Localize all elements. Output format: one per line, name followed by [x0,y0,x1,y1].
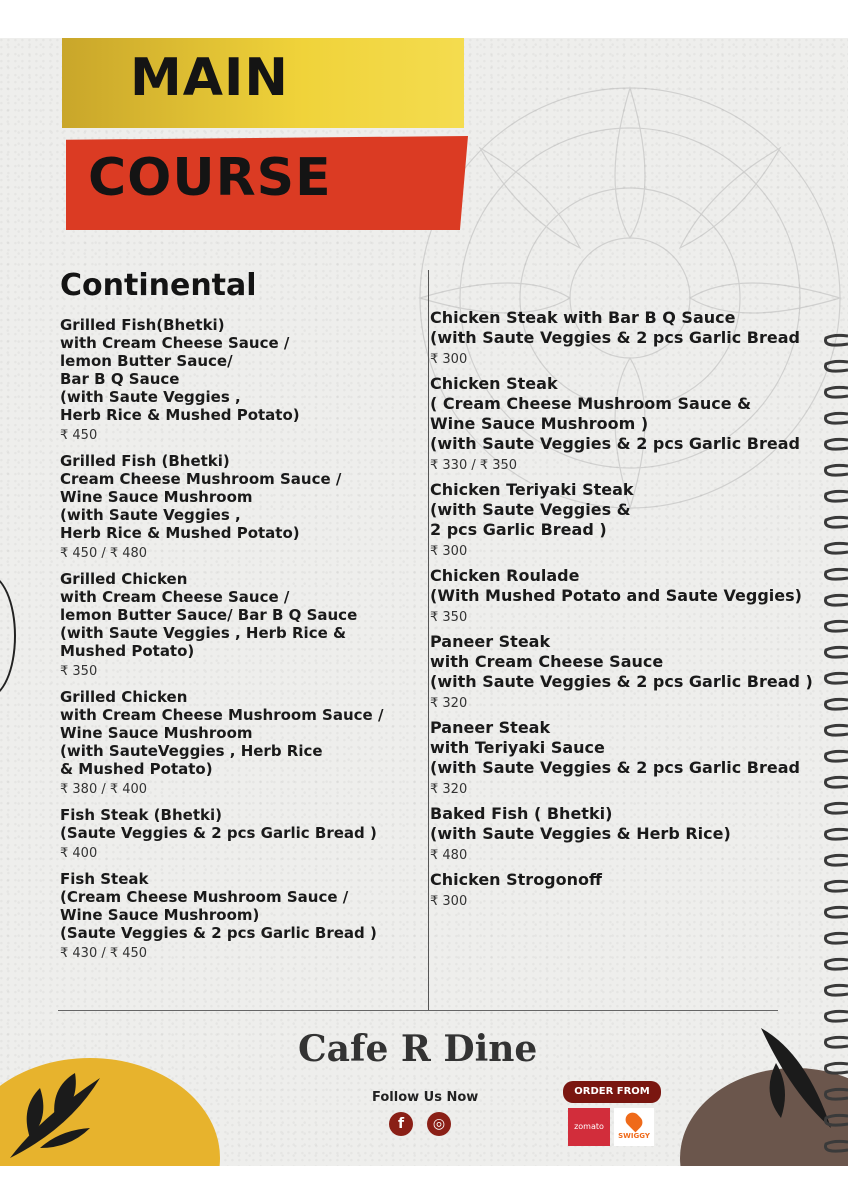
column-divider [428,270,429,1010]
binding-ring [825,361,848,371]
section-title: Continental [60,268,257,303]
binding-ring [825,387,848,397]
menu-item [430,308,848,368]
menu-item [60,452,420,562]
binding-ring [825,751,848,761]
menu-item [430,870,848,910]
facebook-icon[interactable]: f [389,1112,413,1136]
spiral-binding [800,328,848,1166]
binding-ring [825,1063,848,1073]
item-price: ₹ 300 [430,894,468,909]
zomato-logo[interactable]: zomato [568,1108,610,1146]
binding-ring [825,621,848,631]
menu-item [60,316,420,444]
binding-ring [825,465,848,475]
item-name: Chicken Steak with Bar B Q Sauce (with Saute Veggies & 2 pcs Garlic Bread [430,308,800,347]
menu-item [430,374,848,474]
menu-item [430,566,848,626]
menu-item [430,480,848,560]
item-price: ₹ 350 [60,664,98,679]
item-price: ₹ 300 [430,352,468,367]
binding-ring [825,1011,848,1021]
item-price: ₹ 320 [430,696,468,711]
item-price: ₹ 380 / ₹ 400 [60,782,148,797]
left-menu-column [60,316,420,970]
order-from-badge: ORDER FROM [563,1081,661,1103]
right-menu-column [430,308,848,916]
binding-ring [825,881,848,891]
item-name: Chicken Teriyaki Steak (with Saute Veggies & 2 pcs Garlic Bread ) [430,480,634,539]
instagram-icon[interactable]: ◎ [427,1112,451,1136]
binding-ring [825,907,848,917]
leaf-icon [0,1058,120,1166]
binding-ring [825,1089,848,1099]
item-name: Paneer Steak with Cream Cheese Sauce (with Saute Veggies & 2 pcs Garlic Bread ) [430,632,813,691]
binding-ring [825,439,848,449]
binding-ring [825,569,848,579]
binding-ring [825,829,848,839]
binding-ring [825,673,848,683]
item-price: ₹ 430 / ₹ 450 [60,946,148,961]
item-name: Grilled Fish (Bhetki) Cream Cheese Mushroom Sauce / Wine Sauce Mushroom (with Saute Veggies , Herb Rice & Mushed Potato) [60,452,342,542]
binding-ring [825,985,848,995]
footer-divider [58,1010,778,1011]
binding-ring [825,543,848,553]
menu-item [60,806,420,862]
menu-item [60,870,420,962]
binding-ring [825,855,848,865]
item-price: ₹ 480 [430,848,468,863]
binding-ring [825,647,848,657]
binding-ring [825,959,848,969]
item-name: Paneer Steak with Teriyaki Sauce (with Saute Veggies & 2 pcs Garlic Bread [430,718,800,777]
binding-ring [825,777,848,787]
binding-ring [825,803,848,813]
binding-ring [825,595,848,605]
binding-ring [825,413,848,423]
item-name: Chicken Strogonoff [430,870,602,889]
binding-ring [825,1115,848,1125]
item-name: Grilled Chicken with Cream Cheese Sauce / lemon Butter Sauce/ Bar B Q Sauce (with Saute Veggies , Herb Rice & Mushed Potato) [60,570,358,660]
menu-item [60,688,420,798]
menu-item [430,632,848,712]
menu-item [430,804,848,864]
binding-ring [825,725,848,735]
banner-title-main: MAIN [130,48,289,108]
item-name: Fish Steak (Cream Cheese Mushroom Sauce / Wine Sauce Mushroom) (Saute Veggies & 2 pcs Garlic Bread ) [60,870,377,942]
item-price: ₹ 400 [60,846,98,861]
binding-ring [825,933,848,943]
item-price: ₹ 450 [60,428,98,443]
binding-ring [825,491,848,501]
menu-page [0,38,848,1166]
item-name: Grilled Fish(Bhetki) with Cream Cheese Sauce / lemon Butter Sauce/ Bar B Q Sauce (with Saute Veggies , Herb Rice & Mushed Potato) [60,316,300,424]
banner-title-course: COURSE [88,148,332,208]
binding-ring [825,335,848,345]
swiggy-pin-icon [623,1110,646,1133]
item-name: Grilled Chicken with Cream Cheese Mushroom Sauce / Wine Sauce Mushroom (with SauteVeggies , Herb Rice & Mushed Potato) [60,688,384,778]
item-price: ₹ 300 [430,544,468,559]
item-name: Chicken Roulade (With Mushed Potato and Saute Veggies) [430,566,802,605]
menu-item [430,718,848,798]
item-price: ₹ 330 / ₹ 350 [430,458,518,473]
binding-ring [825,1037,848,1047]
brand-logo: Cafe R Dine [298,1028,538,1070]
item-name: Chicken Steak ( Cream Cheese Mushroom Sauce & Wine Sauce Mushroom ) (with Saute Veggies & 2 pcs Garlic Bread [430,374,800,453]
binding-ring [825,699,848,709]
binding-ring [825,1141,848,1151]
item-name: Baked Fish ( Bhetki) (with Saute Veggies & Herb Rice) [430,804,731,843]
binding-ring [825,517,848,527]
menu-item [60,570,420,680]
swiggy-label: SWIGGY [618,1132,650,1140]
item-price: ₹ 450 / ₹ 480 [60,546,148,561]
item-price: ₹ 350 [430,610,468,625]
swiggy-logo[interactable] [614,1108,654,1146]
follow-us-text: Follow Us Now [372,1090,479,1105]
item-name: Fish Steak (Bhetki) (Saute Veggies & 2 pcs Garlic Bread ) [60,806,377,842]
decorative-arc [0,574,16,698]
item-price: ₹ 320 [430,782,468,797]
